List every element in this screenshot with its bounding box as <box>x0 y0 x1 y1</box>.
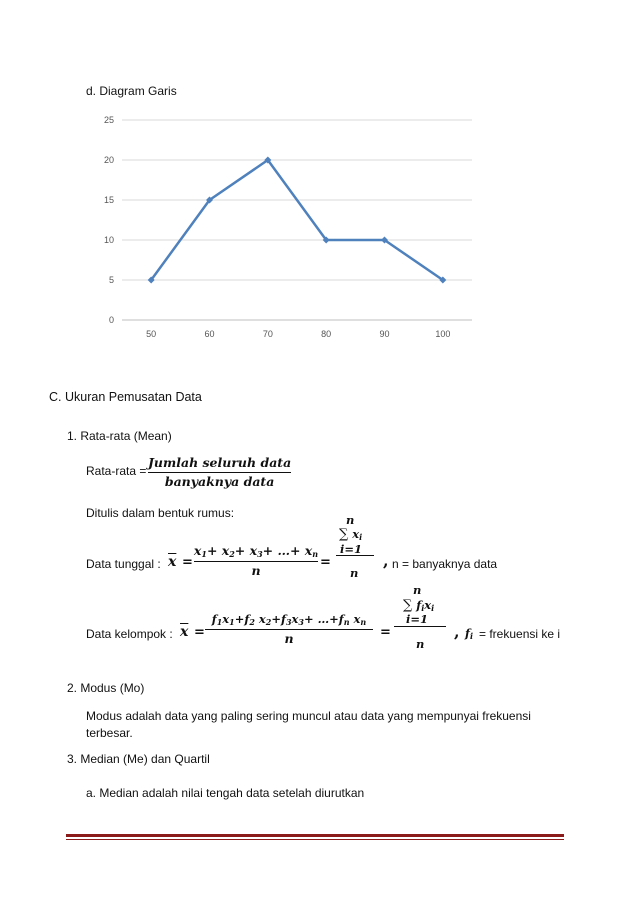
equals-sign: = <box>182 555 193 570</box>
equals-sign: = <box>320 555 331 570</box>
group-data-label: Data kelompok : <box>86 627 173 641</box>
single-sum-denominator: n <box>251 563 261 578</box>
sigma-upper-n: n <box>346 513 355 527</box>
section-d-label: d. Diagram Garis <box>86 84 177 98</box>
x-tick-label: 50 <box>146 329 157 339</box>
fraction-bar <box>205 629 373 630</box>
group-sum-denominator: n <box>284 631 294 646</box>
sigma-lower-index: i=1 <box>406 612 429 626</box>
group-sum-fraction <box>205 612 373 646</box>
x-tick-label: 70 <box>262 329 273 339</box>
footer-rule-thin <box>66 839 564 840</box>
x-tick-label: 60 <box>204 329 215 339</box>
y-tick-label: 20 <box>103 155 114 165</box>
y-tick-label: 25 <box>103 115 114 125</box>
sigma-lower-index: i=1 <box>340 542 363 556</box>
comma-separator: , <box>454 622 460 641</box>
median-heading: 3. Median (Me) dan Quartil <box>67 752 210 766</box>
group-data-note: = frekuensi ke i <box>479 627 561 641</box>
group-sum-numerator: $f_1x_1+f_2$ $x_2+f_3x_3+$ $\dots+f_n$ $x_n$ <box>211 612 367 627</box>
x-tick-label: 80 <box>321 329 332 339</box>
median-text-line1: a. Median adalah nilai tengah data setelah diurutkan <box>86 786 365 800</box>
y-tick-label: 10 <box>103 235 114 245</box>
single-sum-numerator: $x_1+ x_2+ x_3+$ …+ $x_n$ <box>193 543 319 559</box>
modus-text-line2: terbesar. <box>86 726 133 740</box>
mean-formula-label: Rata-rata = <box>86 464 147 478</box>
single-sum-fraction <box>194 543 318 578</box>
mean-fraction <box>148 455 291 489</box>
line-chart <box>0 0 638 360</box>
footer-rule-thick <box>66 834 564 837</box>
sigma-expression: ∑ $f_ix_i$ <box>403 598 435 613</box>
y-tick-label: 0 <box>108 315 114 325</box>
modus-heading: 2. Modus (Mo) <box>67 681 145 695</box>
modus-text-line1: Modus adalah data yang paling sering muncul atau data yang mempunyai frekuensi <box>86 709 531 723</box>
sigma-expression: ∑ $x_i$ <box>339 527 363 542</box>
y-tick-label: 15 <box>103 195 114 205</box>
mean-fraction-denominator: banyaknya data <box>164 474 275 489</box>
fraction-bar <box>148 472 291 473</box>
equals-sign: = <box>380 625 391 640</box>
group-mean-denominator: n <box>416 637 425 651</box>
section-c-title: C. Ukuran Pemusatan Data <box>49 390 202 404</box>
fraction-bar <box>194 561 318 562</box>
mean-heading: 1. Rata-rata (Mean) <box>67 429 172 443</box>
comma-separator: , <box>383 551 389 570</box>
xbar-symbol: $\overline{x}$ <box>168 554 177 570</box>
mean-fraction-numerator: Jumlah seluruh data <box>148 455 292 470</box>
single-mean-denominator: n <box>350 566 359 580</box>
x-tick-label: 100 <box>435 329 451 339</box>
single-data-label: Data tunggal : <box>86 557 161 571</box>
x-tick-label: 90 <box>379 329 390 339</box>
single-data-note: n = banyaknya data <box>392 557 498 571</box>
y-tick-label: 5 <box>108 275 114 285</box>
rumus-intro: Ditulis dalam bentuk rumus: <box>86 506 235 520</box>
xbar-symbol: $\overline{x}$ <box>180 624 189 640</box>
equals-sign: = <box>194 625 205 640</box>
fraction-bar <box>394 626 446 627</box>
series-line <box>151 160 443 280</box>
fi-symbol: $f_i$ <box>465 626 473 641</box>
sigma-upper-n: n <box>413 583 422 597</box>
